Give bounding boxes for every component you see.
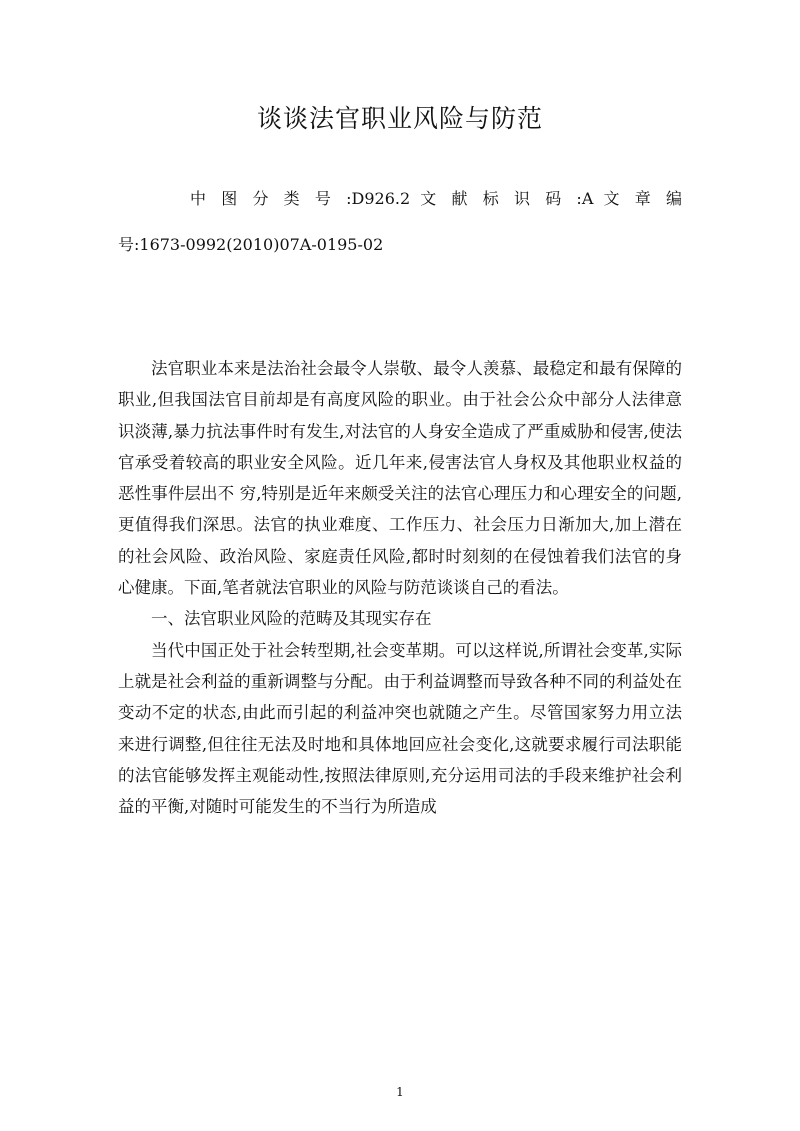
paragraph-section-1: 当代中国正处于社会转型期,社会变革期。可以这样说,所谓社会变革,实际上就是社会利益的重新调整与分配。由于利益调整而导致各种不同的利益处在变动不定的状态,由此而引起的利益冲突也就随之产生。尽管国家努力用立法来进行调整,但往往无法及时地和具体地回应社会变化,这就要求履行司法职能的法官能够发挥主观能动性,按照法律原则,充分运用司法的手段来维护社会利益的平衡,对随时可能发生的不当行为所造成 [118,640,682,817]
paragraph-intro: 法官职业本来是法治社会最令人崇敬、最令人羡慕、最稳定和最有保障的职业,但我国法官目前却是有高度风险的职业。由于社会公众中部分人法律意识淡薄,暴力抗法事件时有发生,对法官的人身安全造成了严重威胁和侵害,使法官承受着较高的职业安全风险。近几年来,侵害法官人身权及其他职业权益的恶性事件层出不 穷,特别是近年来颇受关注的法官心理压力和心理安全的问题,更值得我们深思。法官的执业难度、工作压力、社会压力日渐加大,加上潜在的社会风险、政治风险、家庭责任风险,都时时刻刻的在侵蚀着我们法官的身心健康。下面,笔者就法官职业的风险与防范谈谈自己的看法。 [118,359,682,598]
body-text [118,353,682,822]
classification-line-2: 号:1673-0992(2010)07A-0195-02 [118,235,384,254]
page-number: 1 [396,1085,404,1099]
document-title: 谈谈法官职业风险与防范 [256,104,543,133]
section-heading-1: 一、法官职业风险的范畴及其现实存在 [151,609,432,629]
classification-line-1: 中 图 分 类 号 :D926.2 文 献 标 识 码 :A 文 章 编 [190,189,682,208]
